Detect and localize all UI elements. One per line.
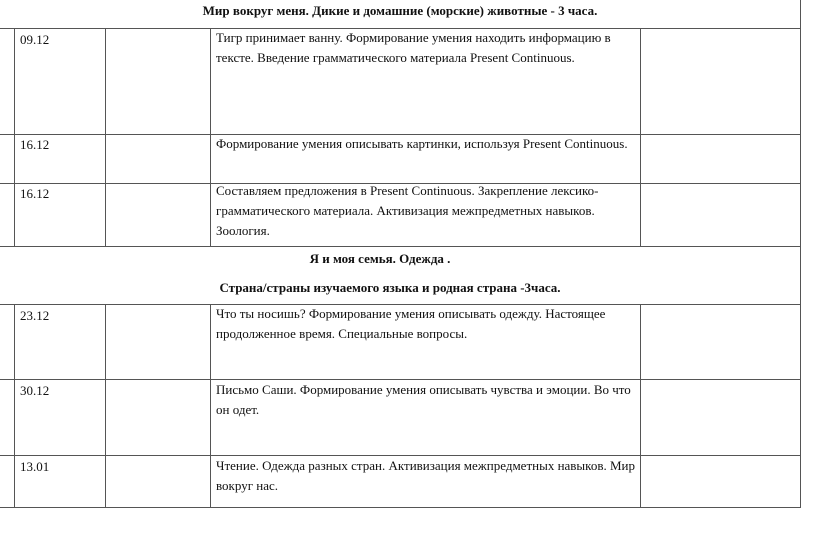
- col-border: [105, 28, 106, 246]
- col-border: [640, 28, 641, 246]
- section-subheading: Страна/страны изучаемого языка и родная страна -3часа.: [219, 280, 561, 295]
- lesson-date: 13.01: [20, 459, 50, 474]
- row-border: [0, 246, 801, 247]
- col-border: [210, 304, 211, 507]
- col-border: [210, 28, 211, 246]
- lesson-date: 09.12: [20, 32, 50, 47]
- lesson-date: 23.12: [20, 308, 50, 323]
- lesson-date: 30.12: [20, 383, 50, 398]
- col-border: [14, 304, 15, 507]
- section-heading: Я и моя семья. Одежда .: [309, 251, 451, 266]
- col-border: [640, 304, 641, 507]
- lesson-topic: Формирование умения описывать картинки, используя Present Continuous.: [216, 136, 628, 151]
- row-border: [0, 507, 801, 508]
- lesson-topic: Составляем предложения в Present Continuous. Закрепление лексико-грамматического материала. Активизация межпредметных навыков. Зоология.: [216, 183, 599, 238]
- lesson-topic: Тигр принимает ванну. Формирование умения находить информацию в тексте. Введение грамматического материала Present Continuous.: [216, 30, 611, 65]
- section-heading: Мир вокруг меня. Дикие и домашние (морские) животные - 3 часа.: [202, 3, 598, 18]
- col-border: [800, 0, 801, 507]
- lesson-topic: Что ты носишь? Формирование умения описывать одежду. Настоящее продолженное время. Специальные вопросы.: [216, 306, 606, 341]
- lesson-date: 16.12: [20, 186, 50, 201]
- lesson-topic: Чтение. Одежда разных стран. Активизация межпредметных навыков. Мир вокруг нас.: [216, 458, 635, 493]
- col-border: [14, 28, 15, 246]
- lesson-topic: Письмо Саши. Формирование умения описывать чувства и эмоции. Во что он одет.: [216, 382, 631, 417]
- col-border: [105, 304, 106, 507]
- lesson-date: 16.12: [20, 137, 50, 152]
